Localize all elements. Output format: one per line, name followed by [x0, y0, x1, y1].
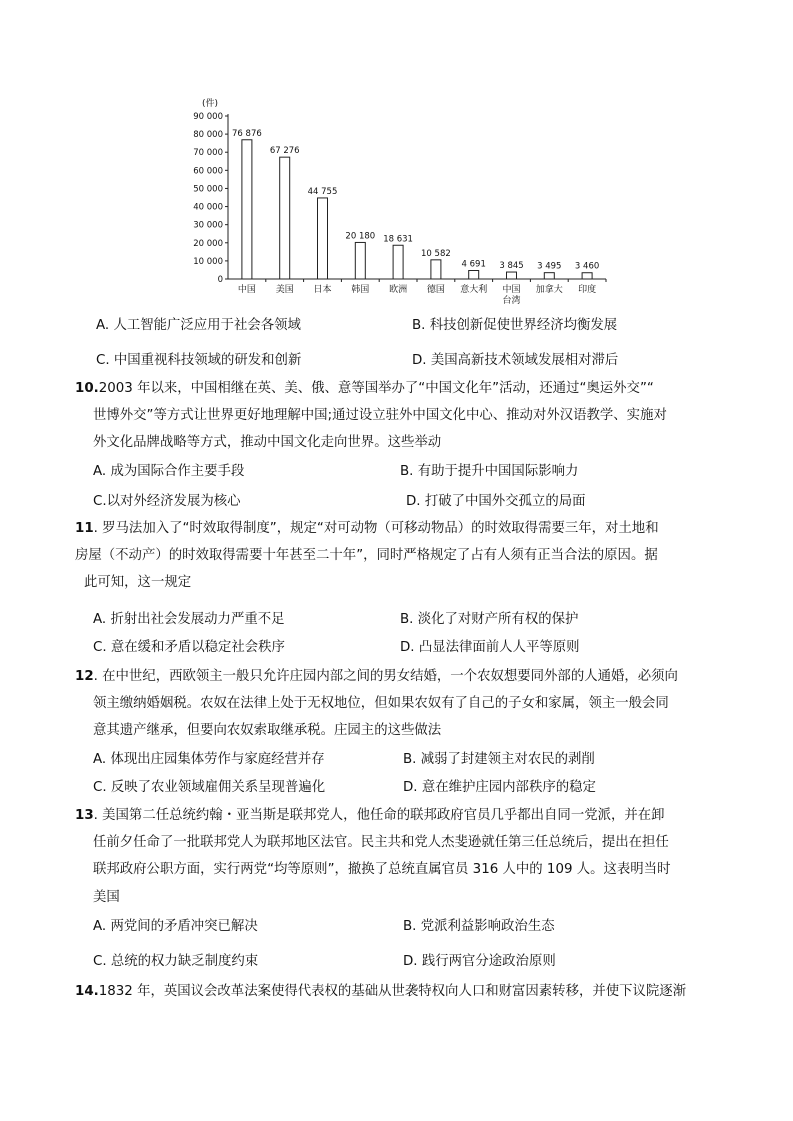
patent-bar-chart — [190, 92, 620, 308]
q12-stem-line-3: 意其遗产继承，但要向农奴索取继承税。庄园主的这些做法 — [93, 723, 442, 738]
q9-option-d[interactable]: D. 美国高新技术领域发展相对滞后 — [412, 353, 619, 368]
q11-stem-line-1: . 罗马法加入了“时效取得制度”，规定“对可动物（可移动物品）的时效取得需要三年，对土地和 — [93, 521, 659, 536]
x-tick-label: 日本 — [313, 285, 332, 295]
q12-option-c[interactable]: C. 反映了农业领域雇佣关系呈现普遍化 — [93, 780, 326, 795]
bar — [469, 271, 479, 279]
x-tick-label: 德国 — [426, 285, 445, 295]
y-tick-label: 30 000 — [193, 220, 223, 231]
q12-option-a[interactable]: A. 体现出庄园集体劳作与家庭经营并存 — [93, 752, 325, 767]
q14-stem-line-1: 1832 年，英国议会改革法案使得代表权的基础从世袭特权向人口和财富因素转移，并使下议院逐渐 — [98, 984, 687, 999]
bar — [507, 272, 517, 279]
q9-option-b[interactable]: B. 科技创新促使世界经济均衡发展 — [412, 318, 618, 333]
y-tick-label: 70 000 — [193, 148, 223, 159]
q13-line-1 — [75, 806, 665, 826]
q10-option-a[interactable]: A. 成为国际合作主要手段 — [93, 464, 245, 479]
q13-stem-line-4: 美国 — [93, 890, 120, 905]
x-axis — [228, 279, 606, 306]
bar-value-label: 10 582 — [421, 248, 451, 259]
q13-number: 13 — [75, 808, 94, 823]
q11-option-b[interactable]: B. 淡化了对财产所有权的保护 — [400, 612, 579, 627]
x-tick-label: 中国 — [502, 285, 521, 295]
y-tick-label: 40 000 — [193, 202, 223, 213]
q10-stem-line-1: 2003 年以来，中国相继在英、美、俄、意等国举办了“中国文化年”活动，还通过“奥运外交”“ — [98, 381, 654, 396]
bar — [242, 140, 252, 279]
x-tick-label: 韩国 — [351, 285, 370, 295]
q11-stem-line-3: 此可知，这一规定 — [84, 575, 192, 590]
q10-line-1 — [75, 379, 654, 399]
bar — [318, 198, 328, 279]
q10-option-d[interactable]: D. 打破了中国外交孤立的局面 — [406, 494, 586, 509]
y-tick-label: 80 000 — [193, 130, 223, 141]
q10-option-c[interactable]: C.以对外经济发展为核心 — [93, 494, 241, 509]
q11-stem-line-2: 房屋（不动产）的时效取得需要十年甚至二十年”，同时严格规定了占有人须有正当合法的原因。据 — [75, 548, 658, 563]
bar — [431, 260, 441, 279]
x-tick-label: 加拿大 — [535, 285, 563, 295]
q9-option-a[interactable]: A. 人工智能广泛应用于社会各领域 — [96, 318, 301, 333]
x-tick-label: 美国 — [275, 285, 294, 295]
q11-option-d[interactable]: D. 凸显法律面前人人平等原则 — [400, 640, 580, 655]
bar — [280, 157, 290, 279]
bar-value-label: 4 691 — [461, 259, 486, 270]
x-tick-label: 意大利 — [460, 285, 488, 295]
x-tick-label: 中国 — [237, 285, 256, 295]
y-tick-label: 90 000 — [193, 112, 223, 122]
q13-stem-line-3: 联邦政府公职方面，实行两党“均等原则”，撤换了总统直属官员 316 人中的 109 人。这表明当时 — [93, 862, 671, 877]
bar-value-label: 20 180 — [345, 231, 376, 242]
y-axis — [193, 112, 228, 285]
bar — [544, 273, 554, 279]
bar — [582, 273, 592, 279]
bar — [355, 242, 365, 279]
q12-option-b[interactable]: B. 减弱了封建领主对农民的剥削 — [403, 752, 595, 767]
q11-option-c[interactable]: C. 意在缓和矛盾以稳定社会秩序 — [93, 640, 285, 655]
bar-value-label: 18 631 — [383, 234, 413, 245]
bar-value-label: 3 495 — [537, 261, 562, 272]
q13-option-a[interactable]: A. 两党间的矛盾冲突已解决 — [93, 919, 258, 934]
y-tick-label: 20 000 — [193, 238, 223, 249]
bar-value-label: 3 845 — [499, 261, 524, 272]
bar — [393, 245, 403, 279]
y-tick-label: 60 000 — [193, 166, 223, 177]
y-tick-label: 0 — [217, 275, 223, 285]
x-tick-label: 欧洲 — [389, 285, 408, 295]
x-tick-label: 台湾 — [502, 296, 521, 306]
y-axis-unit-label: (件) — [202, 99, 219, 109]
q13-option-b[interactable]: B. 党派利益影响政治生态 — [403, 919, 555, 934]
y-tick-label: 10 000 — [193, 256, 223, 267]
bar-value-label: 44 755 — [307, 186, 338, 197]
q12-stem-line-1: . 在中世纪，西欧领主一般只允许庄园内部之间的男女结婚，一个农奴想要同外部的人通婚，必须向 — [93, 669, 678, 684]
x-tick-label: 印度 — [578, 285, 597, 295]
y-tick-label: 50 000 — [193, 184, 223, 195]
q12-stem-line-2: 领主缴纳婚姻税。农奴在法律上处于无权地位，但如果农奴有了自己的子女和家属，领主一般会同 — [93, 696, 669, 711]
q14-line-1 — [75, 982, 686, 1002]
q14-number: 14. — [75, 984, 99, 999]
q13-option-c[interactable]: C. 总统的权力缺乏制度约束 — [93, 954, 259, 969]
bar-value-label: 3 460 — [574, 261, 600, 272]
q11-line-1 — [75, 519, 659, 539]
bar-value-label: 67 276 — [269, 146, 300, 157]
q9-option-c[interactable]: C. 中国重视科技领域的研发和创新 — [96, 353, 302, 368]
q13-stem-line-2: 任前夕任命了一批联邦党人为联邦地区法官。民主共和党人杰斐逊就任第三任总统后，提出在担任 — [93, 835, 669, 850]
q11-option-a[interactable]: A. 折射出社会发展动力严重不足 — [93, 612, 285, 627]
q11-number: 11 — [75, 521, 94, 536]
bars — [232, 129, 599, 279]
q10-stem-line-2: 世博外交”等方式让世界更好地理解中国;通过设立驻外中国文化中心、推动对外汉语教学、实施对 — [93, 408, 667, 423]
q13-option-d[interactable]: D. 践行两官分途政治原则 — [403, 954, 556, 969]
q12-line-1 — [75, 667, 678, 687]
q12-number: 12 — [75, 669, 94, 684]
q10-number: 10. — [75, 381, 99, 396]
q10-stem-line-3: 外文化品牌战略等方式，推动中国文化走向世界。这些举动 — [93, 435, 442, 450]
q12-option-d[interactable]: D. 意在维护庄园内部秩序的稳定 — [403, 780, 596, 795]
q10-option-b[interactable]: B. 有助于提升中国国际影响力 — [400, 464, 579, 479]
bar-value-label: 76 876 — [232, 128, 262, 139]
q13-stem-line-1: . 美国第二任总统约翰・亚当斯是联邦党人，他任命的联邦政府官员几乎都出自同一党派，并在卸 — [93, 808, 665, 823]
